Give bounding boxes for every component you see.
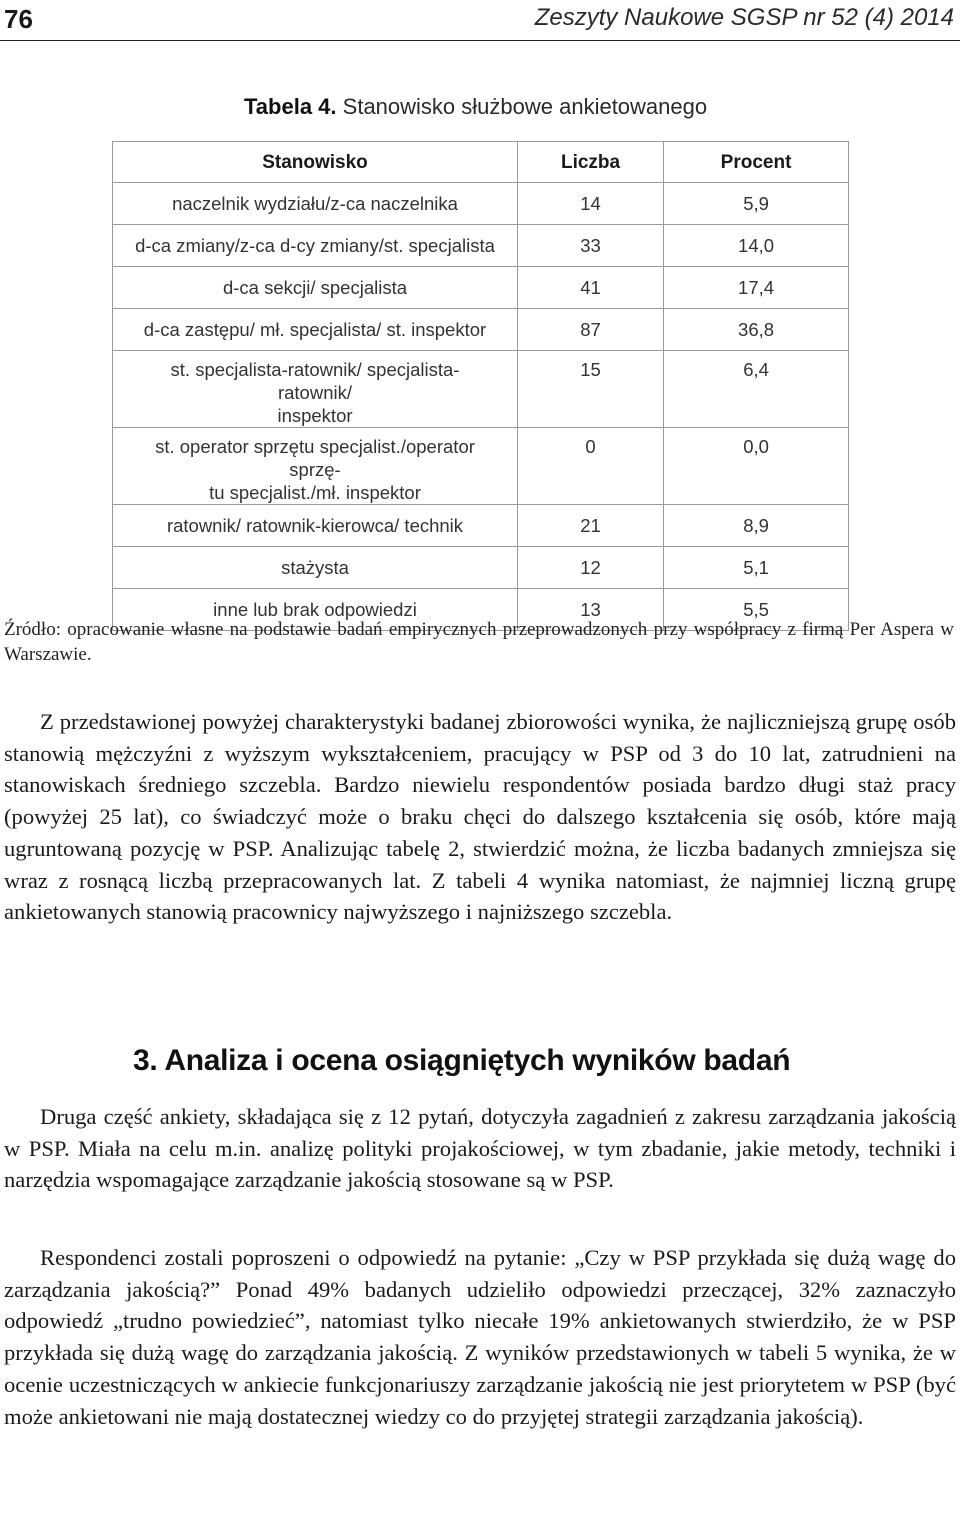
position-cell: d-ca sekcji/ specjalista (113, 267, 518, 309)
page-number: 76 (4, 4, 33, 34)
table-caption (244, 94, 707, 120)
percent-cell: 17,4 (664, 267, 849, 309)
count-cell: 13 (517, 589, 663, 631)
position-cell: naczelnik wydziału/z-ca naczelnika (113, 183, 518, 225)
table-row (113, 505, 849, 547)
count-cell: 33 (517, 225, 663, 267)
table-row (113, 225, 849, 267)
column-header-count: Liczba (517, 142, 663, 183)
position-cell (113, 351, 518, 428)
position-cell (113, 428, 518, 505)
position-line: tu specjalist./mł. inspektor (209, 482, 421, 503)
count-cell: 15 (517, 351, 663, 428)
count-cell: 12 (517, 547, 663, 589)
count-cell: 87 (517, 309, 663, 351)
percent-cell: 14,0 (664, 225, 849, 267)
position-line: st. operator sprzętu specjalist./operator sprzę- (155, 436, 475, 480)
body-paragraph: Respondenci zostali poproszeni o odpowiedź na pytanie: „Czy w PSP przykłada się dużą wagę do zarządzania jakością?” Ponad 49% badanych udzieliło odpowiedzi przeczącej, 32% zaznaczyło odpowiedź „trudno powiedzieć”, natomiast tylko niecałe 19% ankietowanych stwierdziło, że w PSP przykłada się dużą wagę do zarządzania jakością. Z wyników przedstawionych w tabeli 5 wynika, że w ocenie uczestniczących w ankiecie funkcjonariuszy zarządzanie jakością nie jest priorytetem w PSP (być może ankietowani nie mają dostatecznej wiedzy co do przyjętej strategii zarządzania jakością). (4, 1245, 956, 1429)
table-row (113, 351, 849, 428)
table-source-note: Źródło: opracowanie własne na podstawie badań empirycznych przeprowadzonych przy współpracy z firmą Per Aspera w Warszawie. (4, 619, 954, 665)
journal-title: Zeszyty Naukowe SGSP nr 52 (4) 2014 (534, 4, 954, 31)
table-row (113, 309, 849, 351)
position-cell: d-ca zastępu/ mł. specjalista/ st. inspektor (113, 309, 518, 351)
position-table (112, 141, 849, 631)
percent-cell: 5,5 (664, 589, 849, 631)
body-paragraph: Druga część ankiety, składająca się z 12 pytań, dotyczyła zagadnień z zakresu zarządzania jakością w PSP. Miała na celu m.in. analizę polityki projakościowej, w tym zbadanie, jakie metody, techniki i narzędzia wspomagające zarządzanie jakością stosowane są w PSP. (4, 1104, 956, 1193)
table-row (113, 547, 849, 589)
count-cell: 41 (517, 267, 663, 309)
position-line: st. specjalista-ratownik/ specjalista-ratownik/ (170, 359, 460, 403)
section-heading: 3. Analiza i ocena osiągniętych wyników badań (133, 1044, 791, 1077)
table-row (113, 267, 849, 309)
percent-cell: 8,9 (664, 505, 849, 547)
percent-cell: 5,9 (664, 183, 849, 225)
percent-cell: 5,1 (664, 547, 849, 589)
position-cell: ratownik/ ratownik-kierowca/ technik (113, 505, 518, 547)
table-caption-text: Stanowisko służbowe ankietowanego (342, 94, 708, 119)
table-header-row (113, 142, 849, 183)
table-caption-label: Tabela 4. (244, 94, 337, 119)
percent-cell: 36,8 (664, 309, 849, 351)
percent-cell: 6,4 (664, 351, 849, 428)
count-cell: 14 (517, 183, 663, 225)
table-row (113, 183, 849, 225)
table-row (113, 428, 849, 505)
body-paragraph: Z przedstawionej powyżej charakterystyki badanej zbiorowości wynika, że najliczniejszą grupę osób stanowią mężczyźni z wyższym wykształceniem, pracujący w PSP od 3 do 10 lat, zatrudnieni na stanowiskach średniego szczebla. Bardzo niewielu respondentów posiada bardzo długi staż pracy (powyżej 25 lat), co świadczyć może o braku chęci do dalszego kształcenia się osób, które mają ugruntowaną pozycję w PSP. Analizując tabelę 2, stwierdzić można, że liczba badanych zmniejsza się wraz z rosnącą liczbą przepracowanych lat. Z tabeli 4 wynika natomiast, że najmniej liczną grupę ankietowanych stanowią pracownicy najwyższego i najniższego szczebla. (4, 709, 956, 925)
position-line: inspektor (277, 405, 353, 426)
percent-cell: 0,0 (664, 428, 849, 505)
running-header (0, 0, 960, 41)
position-cell: inne lub brak odpowiedzi (113, 589, 518, 631)
count-cell: 0 (517, 428, 663, 505)
column-header-position: Stanowisko (113, 142, 518, 183)
position-cell: stażysta (113, 547, 518, 589)
column-header-percent: Procent (664, 142, 849, 183)
position-cell: d-ca zmiany/z-ca d-cy zmiany/st. specjalista (113, 225, 518, 267)
count-cell: 21 (517, 505, 663, 547)
